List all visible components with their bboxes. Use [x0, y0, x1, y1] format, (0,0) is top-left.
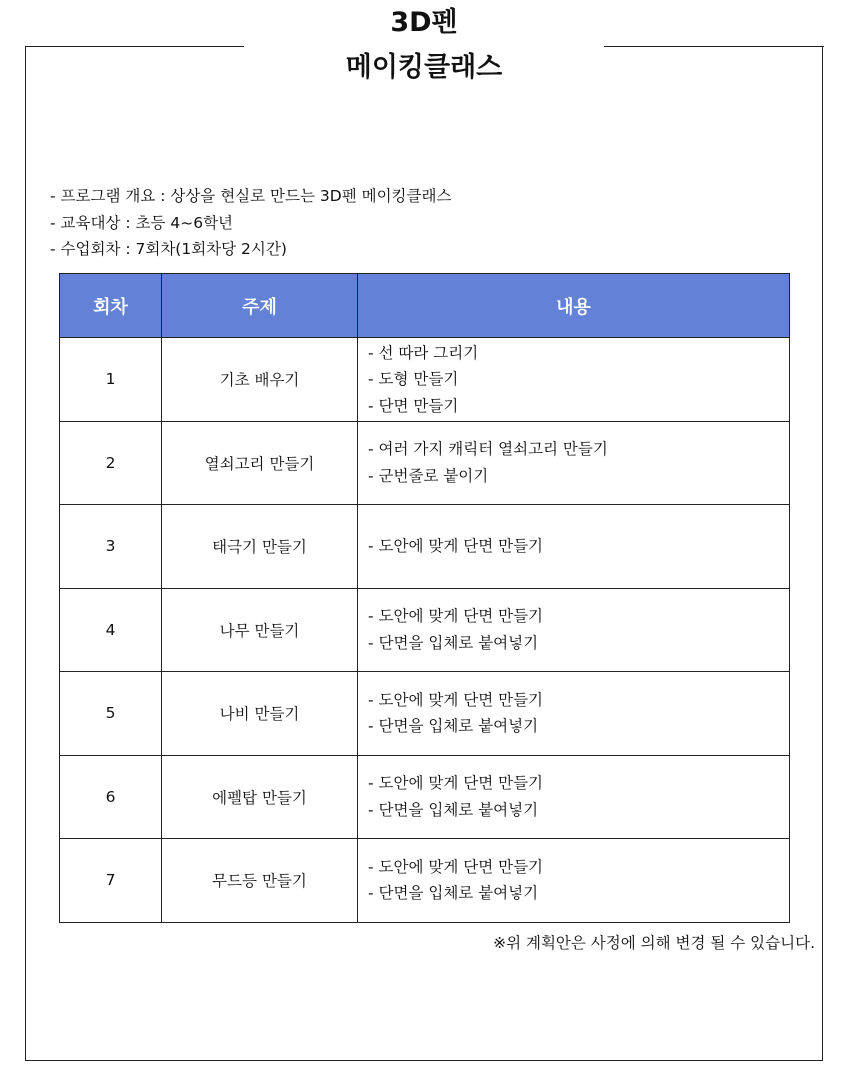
content-line: - 군번줄로 붙이기	[368, 466, 489, 485]
header-topic: 주제	[162, 274, 358, 338]
info-overview: - 프로그램 개요 : 상상을 현실로 만드는 3D펜 메이킹클래스	[50, 187, 452, 205]
content-line: - 단면을 입체로 붙여넣기	[368, 717, 539, 736]
cell-session-number: 5	[60, 672, 162, 756]
footnote: ※위 계획안은 사정에 의해 변경 될 수 있습니다.	[493, 934, 815, 952]
cell-session-number: 3	[60, 505, 162, 589]
table-row	[60, 338, 790, 422]
cell-content	[358, 755, 790, 839]
content-line: - 도안에 맞게 단면 만들기	[368, 607, 544, 626]
content-line: - 도형 만들기	[368, 370, 459, 388]
content-line: - 단면 만들기	[368, 396, 459, 415]
cell-session-number: 1	[60, 338, 162, 422]
content-line: - 도안에 맞게 단면 만들기	[368, 537, 544, 555]
table-row	[60, 672, 790, 756]
cell-session-number: 6	[60, 755, 162, 839]
cell-content	[358, 421, 790, 505]
cell-topic: 태극기 만들기	[162, 505, 358, 589]
content-line: - 단면을 입체로 붙여넣기	[368, 633, 539, 652]
info-target: - 교육대상 : 초등 4~6학년	[50, 213, 234, 232]
content-line: - 도안에 맞게 단면 만들기	[368, 857, 544, 876]
cell-session-number: 2	[60, 421, 162, 505]
table-row	[60, 755, 790, 839]
cell-topic: 나비 만들기	[162, 672, 358, 756]
header-session: 회차	[60, 274, 162, 338]
cell-content	[358, 505, 790, 589]
cell-topic: 열쇠고리 만들기	[162, 421, 358, 505]
program-info	[50, 183, 451, 263]
cell-content	[358, 839, 790, 923]
frame-top-right-border	[604, 46, 824, 47]
content-line: - 도안에 맞게 단면 만들기	[368, 774, 544, 793]
cell-content	[358, 672, 790, 756]
cell-content	[358, 338, 790, 422]
frame-top-left-border	[25, 46, 244, 47]
content-line: - 도안에 맞게 단면 만들기	[368, 690, 544, 709]
cell-topic: 무드등 만들기	[162, 839, 358, 923]
cell-topic: 나무 만들기	[162, 588, 358, 672]
cell-session-number: 7	[60, 839, 162, 923]
schedule-table	[59, 273, 790, 923]
page-title-line1: 3D펜	[390, 7, 458, 38]
cell-session-number: 4	[60, 588, 162, 672]
table-header-row	[60, 274, 790, 338]
cell-topic: 에펠탑 만들기	[162, 755, 358, 839]
content-line: - 단면을 입체로 붙여넣기	[368, 800, 539, 819]
table-row	[60, 421, 790, 505]
cell-content	[358, 588, 790, 672]
table-row	[60, 839, 790, 923]
table-row	[60, 588, 790, 672]
content-line: - 선 따라 그리기	[368, 343, 479, 362]
content-line: - 단면을 입체로 붙여넣기	[368, 884, 539, 903]
table-body	[60, 338, 790, 923]
cell-topic: 기초 배우기	[162, 338, 358, 422]
table-row	[60, 505, 790, 589]
page-title-line2: 메이킹클래스	[345, 52, 503, 83]
header-content: 내용	[358, 274, 790, 338]
info-sessions: - 수업회차 : 7회차(1회차당 2시간)	[50, 240, 287, 258]
content-line: - 여러 가지 캐릭터 열쇠고리 만들기	[368, 440, 608, 459]
